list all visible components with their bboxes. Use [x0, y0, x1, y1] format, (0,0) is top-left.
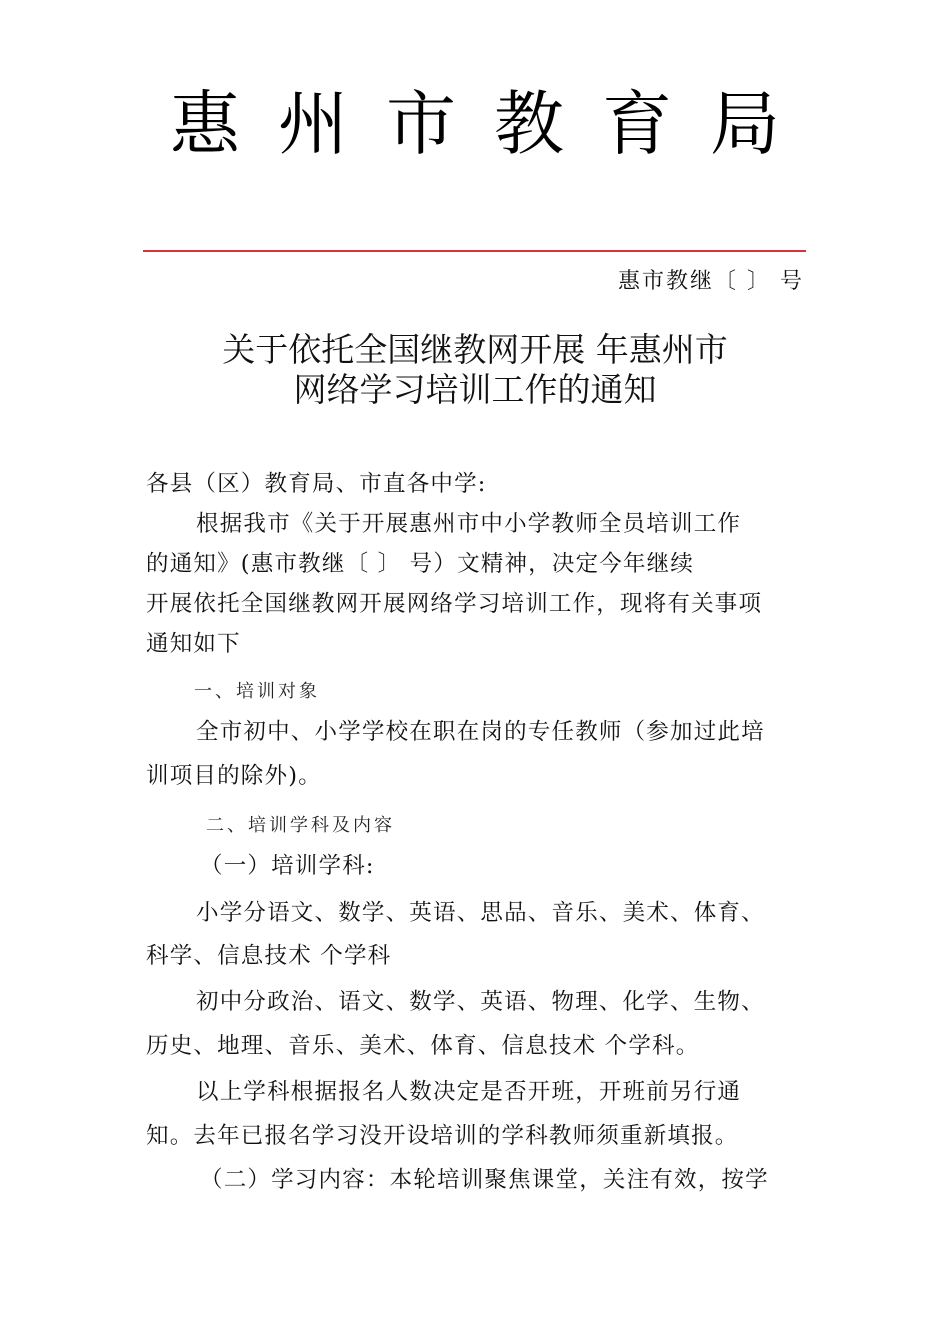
paragraph-line: 小学分语文、数学、英语、思品、音乐、美术、体育、: [196, 900, 765, 926]
paragraph-line: 根据我市《关于开展惠州市中小学教师全员培训工作: [196, 511, 742, 537]
document-title-line-1: 关于依托全国继教网开展 年惠州市: [222, 330, 728, 369]
paragraph-line: 训项目的除外)。: [146, 763, 322, 789]
paragraph-line: 开展依托全国继教网开展网络学习培训工作，现将有关事项: [146, 591, 763, 617]
document-title-line-2: 网络学习培训工作的通知: [293, 370, 657, 409]
paragraph-line: 通知如下: [146, 631, 241, 657]
paragraph-line: （二）学习内容：本轮培训聚焦课堂，关注有效，按学: [200, 1167, 769, 1193]
document-number: 惠市教继〔 〕 号: [618, 269, 804, 294]
red-header-rule: [143, 250, 806, 252]
paragraph-line: 历史、地理、音乐、美术、体育、信息技术 个学科。: [146, 1033, 700, 1059]
paragraph-line: 的通知》(惠市教继〔 〕 号）文精神，决定今年继续: [146, 551, 695, 577]
paragraph-line: 以上学科根据报名人数决定是否开班，开班前另行通: [196, 1079, 742, 1105]
issuing-authority: 惠州市教育局: [170, 83, 818, 165]
paragraph-line: 全市初中、小学学校在职在岗的专任教师（参加过此培: [196, 719, 765, 745]
section-heading-2: 二、培训学科及内容: [206, 815, 395, 836]
subsection-heading: （一）培训学科:: [200, 853, 375, 879]
paragraph-line: 科学、信息技术 个学科: [146, 943, 392, 969]
paragraph-line: 知。去年已报名学习没开设培训的学科教师须重新填报。: [146, 1123, 739, 1149]
section-heading-1: 一、培训对象: [194, 681, 320, 702]
salutation: 各县（区）教育局、市直各中学:: [146, 471, 487, 497]
paragraph-line: 初中分政治、语文、数学、英语、物理、化学、生物、: [196, 989, 765, 1015]
